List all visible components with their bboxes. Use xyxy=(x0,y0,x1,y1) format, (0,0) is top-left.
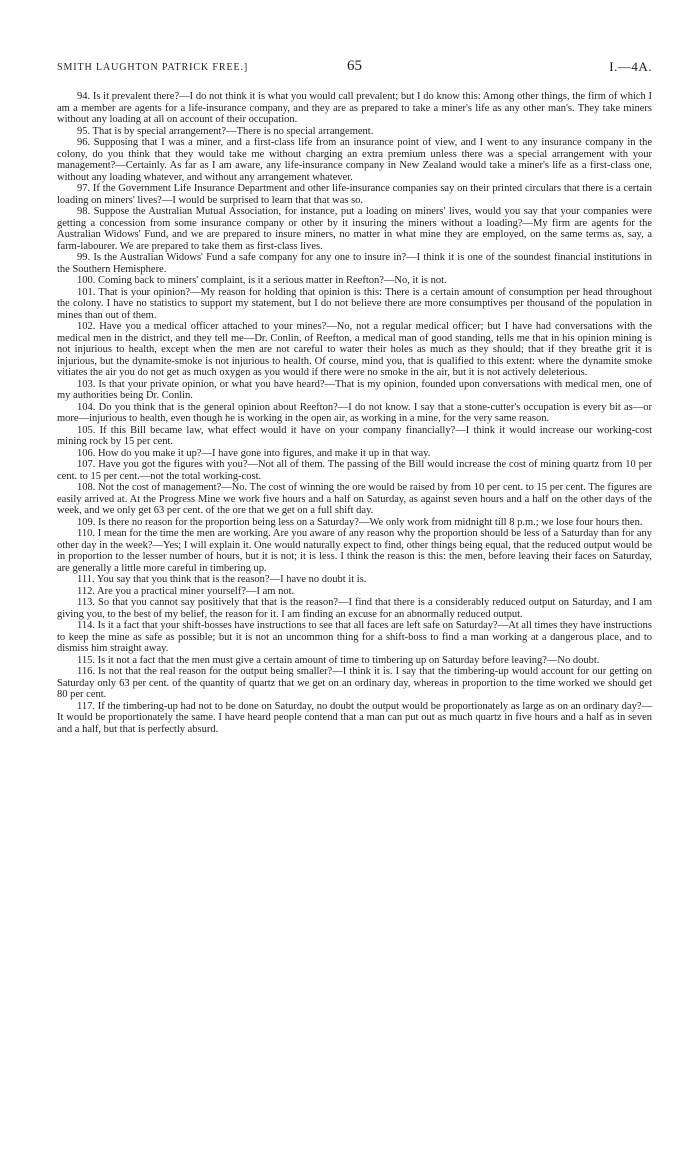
paper-reference: I.—4A. xyxy=(609,59,652,74)
document-page xyxy=(57,58,652,735)
question-100: 100. Coming back to miners' complaint, is it a serious matter in Reefton?—No, it is not. xyxy=(77,275,447,286)
page-number: 65 xyxy=(347,58,362,74)
question-99: 99. Is the Australian Widows' Fund a safe company for any one to insure in?—I think it is one of the soundest financial institutions in the Southern Hemisphere. xyxy=(57,252,652,275)
question-97: 97. If the Government Life Insurance Department and other life-insurance companies say on their printed circulars that there is a certain loading on miners' lives?—I would be surprised to learn that that was so. xyxy=(57,183,652,206)
running-head-witness: SMITH LAUGHTON PATRICK FREE.] xyxy=(57,62,249,73)
question-111: 111. You say that you think that is the reason?—I have no doubt it is. xyxy=(77,574,367,585)
question-116: 116. Is not that the real reason for the output being smaller?—I think it is. I say that the timbering-up would account for our getting on Saturday only 63 per cent. of the quantity of quartz that we get on an ordinary day, whereas in proportion to the time worked we should get 80 per cent. xyxy=(57,666,652,700)
question-103: 103. Is that your private opinion, or what you have heard?—That is my opinion, founded upon conversations with medical men, one of my authorities being Dr. Conlin. xyxy=(57,378,652,401)
question-104: 104. Do you think that is the general opinion about Reefton?—I do not know. I say that a stone-cutter's occupation is every bit as—or more—injurious to health, even though he is working in the open air, as working in a mine, for the very same reason. xyxy=(57,401,652,424)
question-105: 105. If this Bill became law, what effect would it have on your company financially?—I think it would increase our working-cost mining rock by 15 per cent. xyxy=(57,424,652,447)
evidence-text xyxy=(57,91,652,735)
question-94: 94. Is it prevalent there?—I do not think it is what you would call prevalent; but I do know this: Among other things, the firm of which I am a member are agents for a life-insurance company, and they are as prepared to take a miner's life as any other man's. They take miners without any loading at all on account of their occupation. xyxy=(57,91,652,125)
question-108: 108. Not the cost of management?—No. The cost of winning the ore would be raised by from 10 per cent. to 15 per cent. The figures are easily arrived at. At the Progress Mine we work five hours and a half on Saturday, as against seven hours and a half on the other days of the week, and we only get 63 per cent. of the ore that we get on a full shift day. xyxy=(57,482,652,516)
question-114: 114. Is it a fact that your shift-bosses have instructions to see that all faces are left safe on Saturday?—At all times they have instructions to keep the mine as safe as possible; but it is not an uncommon thing for a shift-boss to find a man working at a dangerous place, and to dismiss him straight away. xyxy=(57,620,652,654)
question-95: 95. That is by special arrangement?—There is no special arrangement. xyxy=(77,125,374,137)
question-113: 113. So that you cannot say positively that that is the reason?—I find that there is a considerably reduced output on Saturday, and I am giving you, to the best of my belief, the reason for it. I am finding an excuse for an abnormally reduced output. xyxy=(57,597,652,620)
question-106: 106. How do you make it up?—I have gone into figures, and make it up in that way. xyxy=(77,447,431,459)
question-107: 107. Have you got the figures with you?—Not all of them. The passing of the Bill would increase the cost of mining quartz from 10 per cent. to 15 per cent.—not the total working-cost. xyxy=(57,459,652,482)
question-109: 109. Is there no reason for the proportion being less on a Saturday?—We only work from midnight till 8 p.m.; we lose four hours then. xyxy=(77,516,643,528)
question-110: 110. I mean for the time the men are working. Are you aware of any reason why the proportion should be less of a Saturday than for any other day in the week?—Yes; I will explain it. One would naturally expect to find, other things being equal, that the reduced output would be in proportion to the lesser number of hours, but it is not; it is less. I think the reason is this: the men, before leaving their faces on Saturday, are generally a little more careful in timbering up. xyxy=(57,528,652,574)
question-112: 112. Are you a practical miner yourself?—I am not. xyxy=(77,585,295,597)
question-102: 102. Have you a medical officer attached to your mines?—No, not a regular medical officer; but I have had conversations with the medical men in the district, and they tell me—Dr. Conlin, of Reefton, a medical man of good standing, tells me that in his opinion mining is not injurious to health, except when the men are not careful to water their holes as much as they should; that if they breathe grit it is injurious, but the dynamite-smoke is not injurious to health. Of course, mind you, that is qualified to this extent: where the dynamite smoke vitiates the air you do not get as much oxygen as you would if there were no smoke in the air, but it is not actively deleterious. xyxy=(57,321,652,378)
question-101: 101. That is your opinion?—My reason for holding that opinion is this: There is a certain amount of consumption per head throughout the colony. I have no statistics to support my statement, but I do not believe there are more consumptives per thousand of the population in mines than out of them. xyxy=(57,286,652,321)
question-115: 115. Is it not a fact that the men must give a certain amount of time to timbering up on Saturday before leaving?—No doubt. xyxy=(77,654,600,666)
page-header xyxy=(57,58,652,80)
question-98: 98. Suppose the Australian Mutual Association, for instance, put a loading on miners' lives, would you say that your companies were getting a concession from some insurance company or other by it insuring the miners without a loading?—My firm are agents for the Australian Widows' Fund, and we are prepared to insure miners, no matter in what mine they are employed, on the same terms as, say, a farm-labourer. We are prepared to take them as first-class lives. xyxy=(57,206,652,252)
question-117: 117. If the timbering-up had not to be done on Saturday, no doubt the output would be proportionately as large as on an ordinary day?—It would be proportionately the same. I have heard people contend that a man can put out as much quartz in five hours and a half as in seven and a half, but that is perfectly absurd. xyxy=(57,700,652,735)
question-96: 96. Supposing that I was a miner, and a first-class life from an insurance point of view, and I went to any insurance company in the colony, do you think that they would take me without charging an extra premium unless there was a special arrangement with your management?—Certainly. As far as I am aware, any life-insurance company in New Zealand would take a miner's life as a first-class one, without any loading whatever, and without any arrangement whatever. xyxy=(57,137,652,183)
